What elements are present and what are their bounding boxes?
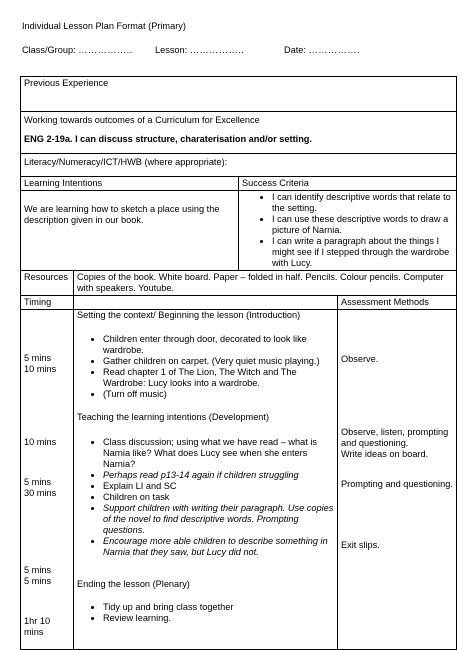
outcomes-heading: Working towards outcomes of a Curriculum for Excellence [24,115,260,125]
list-item: • I can use these descriptive words to draw a picture of Narnia. [272,214,453,236]
previous-experience-cell: Previous Experience [21,77,457,112]
plenary-assessment: Exit slips. [341,540,380,550]
learning-intentions-header: Learning Intentions [21,177,239,191]
class-group-field [22,45,133,55]
list-item: • Children on task [103,492,334,503]
dev-time-3: 30 mins [24,488,57,498]
success-criteria-list [242,192,453,269]
list-item: • Explain LI and SC [103,481,334,492]
outcomes-cell [21,112,457,154]
list-item: • Tidy up and bring class together [103,602,334,613]
list-item: • Encourage more able children to describe something in Narnia that they saw, but Lucy did not. [103,536,334,558]
list-item: • (Turn off music) [103,389,334,400]
plenary-time-1: 5 mins [24,565,52,575]
list-item: • I can identify descriptive words that relate to the setting. [272,192,453,214]
intro-list [77,334,334,400]
dev-assessment-2: Write ideas on board. [341,449,429,459]
list-item: • Read chapter 1 of The Lion, The Witch and The Wardrobe: Lucy looks into a wardrobe. [103,367,334,389]
dev-assessment-3: Prompting and questioning. [341,479,453,489]
learning-intention-cell [21,191,239,271]
intro-time-2: 10 mins [24,364,57,374]
list-item: • Support children with writing their paragraph. Use copies of the novel to find descriptive words. Prompting questions. [103,503,334,536]
lesson-field [155,45,244,55]
document-title: Individual Lesson Plan Format (Primary) [22,21,186,31]
list-item: • Children enter through door, decorated to look like wardrobe. [103,334,334,356]
date-label: Date: [284,45,306,55]
intro-heading: Setting the context/ Beginning the lesson (Introduction) [77,310,301,320]
list-item: • Review learning. [103,613,334,624]
success-criteria-header: Success Criteria [239,177,457,191]
plenary-heading: Ending the lesson (Plenary) [77,579,190,589]
literacy-cell: Literacy/Numeracy/ICT/HWB (where appropriate): [21,154,457,177]
learning-intention-text: We are learning how to sketch a place using the description given in our book. [24,204,220,225]
timing-cell [21,310,74,650]
resources-label: Resources [21,271,74,296]
curriculum-outcome: ENG 2-19a. I can discuss structure, charaterisation and/or setting. [24,134,312,144]
success-criteria-cell [239,191,457,271]
dev-time-1: 10 mins [24,437,57,447]
activity-header [74,296,338,310]
intro-assessment: Observe. [341,354,379,364]
timing-header: Timing [21,296,74,310]
class-group-label: Class/Group: [22,45,76,55]
list-item: • I can write a paragraph about the things I might see if I stepped through the wardrobe with Lucy. [272,236,453,269]
list-item: • Class discussion; using what we have read – what is Narnia like? What does Lucy see when she enters Narnia? [103,437,334,470]
list-item: • Perhaps read p13-14 again if children struggling [103,470,334,481]
lesson-label: Lesson: [155,45,188,55]
resources-cell: Copies of the book. White board. Paper – folded in half. Pencils. Colour pencils. Computer with speakers. Youtube. [74,271,457,296]
assessment-header: Assessment Methods [338,296,457,310]
list-item: • Gather children on carpet. (Very quiet music playing.) [103,356,334,367]
development-heading: Teaching the learning intentions (Development) [77,412,270,422]
plenary-time-2: 5 mins [24,576,52,586]
dev-time-2: 5 mins [24,477,52,487]
dev-assessment-1: Observe, listen, prompting and questioning. [341,427,449,448]
intro-time-1: 5 mins [24,353,52,363]
activity-cell [74,310,338,650]
assessment-cell [338,310,457,650]
lesson-plan-table [20,76,457,650]
development-list [77,437,334,558]
class-group-value: …………….. [78,45,133,55]
lesson-value: …………….. [189,45,245,55]
plenary-time-3: 1hr 10 mins [24,616,51,637]
date-field [284,45,360,55]
date-value: ……………. [308,45,361,55]
plenary-list [77,602,334,624]
